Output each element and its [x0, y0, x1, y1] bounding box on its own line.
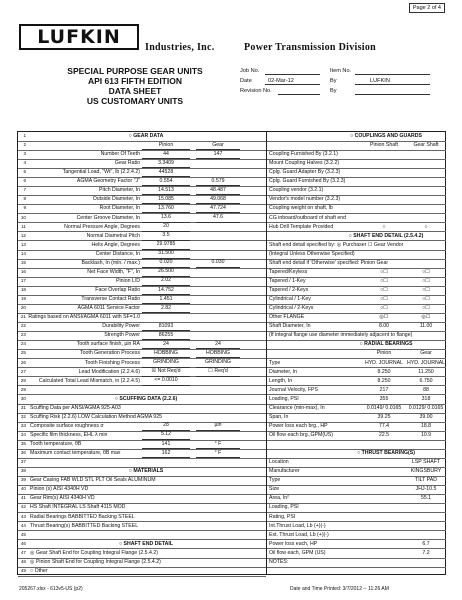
title-line-1: SPECIAL PURPOSE GEAR UNITS	[67, 66, 203, 76]
row-number: 29	[20, 386, 26, 392]
pinion-value[interactable]: 8.250	[377, 368, 391, 375]
row-label: Journal Velocity, FPS	[269, 386, 318, 393]
logo-text: LUFKIN	[37, 26, 121, 48]
row-number: 10	[20, 214, 26, 220]
pinion-value[interactable]: 28	[142, 422, 190, 431]
revision-by-field[interactable]	[355, 94, 430, 95]
row-label: NOTES:	[269, 558, 289, 565]
gear-value[interactable]: 147	[196, 151, 240, 160]
pinion-value[interactable]: 77.4	[378, 422, 390, 429]
left-row	[18, 567, 266, 577]
gear-value[interactable]: 18.8	[420, 422, 432, 429]
row-number: 4	[23, 160, 26, 166]
pinion-value[interactable]: ☒ Not Req'd	[142, 368, 190, 377]
section-heading: ○ SHAFT END DETAIL (2.5.4.2)	[348, 232, 424, 239]
row-label: Tooth Generation Process	[80, 350, 140, 357]
gear-value[interactable]: µin	[196, 422, 240, 431]
gear-value[interactable]: ° F	[196, 441, 240, 450]
date-value[interactable]: 02-Mar-12	[268, 78, 294, 84]
row-label: Durability Power	[102, 323, 140, 330]
row-label: Shaft end detail if 'Otherwise' specified: Pinion Gear	[269, 259, 389, 266]
pinion-value[interactable]: ○☐	[380, 296, 388, 303]
row-number: 35	[20, 441, 26, 447]
row-number: 40	[20, 486, 26, 492]
pinion-value[interactable]: HOBBING	[142, 350, 190, 359]
row-label: Oil flow each brg.,GPM(US)	[269, 431, 333, 438]
pinion-value[interactable]: 86255	[142, 332, 190, 341]
row-number: 43	[20, 513, 26, 519]
gear-value[interactable]: GRINDING	[196, 359, 240, 368]
row-label: Pinion L/D	[116, 277, 140, 284]
pinion-value[interactable]: 44528	[142, 169, 190, 178]
pinion-value[interactable]: 0.554	[142, 178, 190, 187]
row-label: Type	[269, 477, 281, 484]
gear-value[interactable]: 0.030	[196, 259, 240, 268]
row-label: Cylindrical / 1-Key	[269, 296, 311, 303]
row-label: Coupling vendor (3.2.1)	[269, 187, 324, 194]
gear-value[interactable]: Gear	[420, 350, 432, 357]
row-label: Loading, PSI	[269, 504, 299, 511]
row-number: 44	[20, 522, 26, 528]
row-label: Rating, PSI	[269, 513, 296, 520]
gear-value[interactable]: Gear	[196, 142, 240, 151]
row-number: 13	[20, 241, 26, 247]
revision-no-field[interactable]	[278, 94, 320, 95]
row-number: 3	[23, 151, 26, 157]
row-label: Normal Diametral Pitch	[86, 232, 140, 239]
by-value[interactable]: LUFKIN	[370, 78, 390, 84]
job-no-field[interactable]	[265, 74, 320, 75]
row-number: 42	[20, 504, 26, 510]
title-line-3: DATA SHEET	[108, 86, 162, 96]
row-label: Backlash, In (min. / max.)	[81, 259, 140, 266]
row-label: Gear Rim(s) AISI 4340H VD	[30, 495, 95, 502]
row-number: 26	[20, 359, 26, 365]
row-number: 17	[20, 277, 26, 283]
row-label: Clearance (min-max), In	[269, 404, 325, 411]
row-label: Length, In	[269, 377, 293, 384]
gear-value[interactable]: 48.487	[196, 187, 240, 196]
row-label: ◎ Pinion Shaft End for Coupling Integral Flange (2.5.4.2)	[30, 558, 161, 565]
gear-value[interactable]: 11.250	[418, 368, 434, 375]
row-label: HS Shaft INTEGRAL LS Shaft 4115 MOD	[30, 504, 126, 511]
gear-value[interactable]: KINGSBURY	[410, 468, 442, 475]
pinion-value[interactable]: 22.5	[378, 431, 390, 438]
item-no-field[interactable]	[355, 74, 430, 75]
row-number: 19	[20, 296, 26, 302]
company-name: Industries, Inc.	[145, 42, 215, 53]
gear-value[interactable]: 24	[196, 341, 240, 350]
pinion-value[interactable]: 217	[379, 386, 389, 393]
section-heading: ○ COUPLINGS AND GUARDS	[350, 133, 422, 139]
gear-value[interactable]: JHJ-10.5	[415, 486, 437, 493]
row-label: Gear Casing FAB WLD STL PLT Oil Seals ALUMINUM	[30, 477, 156, 484]
row-label: Number Of Teeth	[100, 151, 140, 158]
gear-value[interactable]: 318	[421, 395, 431, 402]
row-number: 5	[23, 169, 26, 175]
row-label: Mount Coupling Halves (3.2.2)	[269, 160, 340, 167]
gear-value[interactable]: 7.2	[422, 549, 430, 556]
gear-value[interactable]: 47.6	[196, 214, 240, 223]
gear-value[interactable]: ○☐	[422, 268, 430, 275]
gear-value[interactable]: ○☐	[422, 296, 430, 303]
gear-value[interactable]: ○	[424, 223, 428, 230]
row-number: 39	[20, 477, 26, 483]
pinion-value[interactable]: 26.500	[142, 268, 190, 277]
row-label: Int.Thrust Load, Lb (+)(-)	[269, 522, 326, 529]
row-label: ○ Other	[30, 567, 48, 574]
row-number: 11	[21, 223, 26, 229]
right-row	[267, 558, 446, 568]
row-number: 8	[23, 196, 26, 202]
gear-value[interactable]: ◎☐	[421, 314, 431, 321]
gear-value[interactable]: 11.00	[419, 323, 433, 330]
row-label: Size	[269, 486, 280, 493]
sheet-title	[60, 66, 210, 106]
pinion-value[interactable]: 14.513	[142, 187, 190, 196]
row-number: 41	[20, 495, 26, 501]
row-label: Hub Drill Template Provided	[269, 223, 334, 230]
row-label: (If integral flange use diameter immediately adjacent to flange)	[269, 332, 413, 339]
pinion-value[interactable]: 29.9785	[142, 241, 190, 250]
row-number: 37	[20, 459, 26, 465]
row-label: Pitch Diameter, In	[99, 187, 140, 194]
gear-value[interactable]: TILT PAD	[415, 477, 437, 484]
gear-value[interactable]: 88	[423, 386, 429, 393]
row-label: Normal Pressure Angle, Degrees	[64, 223, 140, 230]
row-number: 34	[20, 431, 26, 437]
pinion-value[interactable]: 162	[142, 450, 190, 459]
row-number: 36	[20, 450, 26, 456]
gear-value[interactable]: ○☐	[422, 305, 430, 312]
row-label: Location	[269, 459, 289, 466]
lufkin-logo	[19, 24, 139, 50]
row-label: Tooth surface finish, µin RA	[76, 341, 140, 348]
row-label: Specific film thickness, EHL λ min	[30, 431, 108, 438]
row-number: 6	[23, 178, 26, 184]
row-number: 2	[23, 142, 26, 148]
gear-value[interactable]: ○☐	[422, 287, 430, 294]
by-label: By	[330, 78, 337, 84]
row-label: Tapered / 1-Key	[269, 277, 306, 284]
pinion-value[interactable]: Pinion	[142, 142, 190, 151]
row-number: 18	[20, 287, 26, 293]
pinion-value[interactable]: 24	[142, 341, 190, 350]
gear-value[interactable]: HOBBING	[196, 350, 240, 359]
row-label: Lead Modification (2.2.4.6)	[78, 368, 140, 375]
pinion-value[interactable]: 14.752	[142, 287, 190, 296]
row-label: Power loss each, HP	[269, 540, 318, 547]
date-line	[265, 84, 320, 85]
gear-value[interactable]: ○☐	[422, 277, 430, 284]
data-sheet-table	[17, 131, 446, 575]
gear-value[interactable]: ☐ Req'd	[196, 368, 240, 377]
gear-value[interactable]: HYD. JOURNAL	[407, 359, 446, 366]
row-label: Thrust Bearing(s) BABBITTED Backing STEEL	[30, 522, 139, 529]
row-label: AGMA 6011 Service Factor	[77, 305, 140, 312]
pinion-value[interactable]: 0.0149/ 0.0165	[366, 404, 402, 411]
row-label: Cplg. Guard Furnished By (3.2.3)	[269, 178, 346, 185]
pinion-value[interactable]: 2.82	[142, 305, 190, 314]
gear-value[interactable]: 10.9	[420, 431, 432, 438]
page-number: Page 2 of 4	[409, 3, 445, 13]
pinion-value[interactable]: ○☐	[380, 305, 388, 312]
pinion-value[interactable]: 20	[142, 223, 190, 232]
pinion-value[interactable]: 8.250	[377, 377, 391, 384]
revision-no-label: Revision No.	[240, 88, 272, 94]
row-number: 28	[20, 377, 26, 383]
revision-by-label: By	[330, 88, 337, 94]
row-label: Span, In	[269, 413, 289, 420]
row-label: Scuffing Risk (2.2.6) LOW Calculation Method AGMA 925	[30, 413, 162, 420]
row-number: 45	[20, 531, 26, 537]
row-label: Cylindrical / 2-Keys	[269, 305, 314, 312]
row-number: 48	[20, 558, 26, 564]
gear-value[interactable]: LSP SHAFT	[411, 459, 441, 466]
pinion-value[interactable]: 13.6	[142, 214, 190, 223]
pinion-value[interactable]: 39.25	[377, 413, 391, 420]
pinion-value[interactable]: <= 0.0010	[142, 377, 190, 386]
pinion-value[interactable]: 31.500	[142, 250, 190, 259]
row-number: 9	[23, 205, 26, 211]
pinion-value[interactable]: 355	[379, 395, 389, 402]
row-number: 22	[20, 323, 26, 329]
row-label: Net Face Width, "F", In	[87, 268, 140, 275]
row-label: Helix Angle, Degrees	[91, 241, 140, 248]
row-label: Ratings based on ANSI/AGMA 6011 with SF=1.0	[28, 314, 140, 321]
row-label: Other FLANGE	[269, 314, 305, 321]
row-number: 25	[20, 350, 26, 356]
section-heading: ○ RADIAL BEARINGS	[359, 341, 413, 348]
row-label: Strength Power	[104, 332, 140, 339]
job-no-label: Job No.	[240, 68, 260, 74]
pinion-value[interactable]: 13.760	[142, 205, 190, 214]
row-number: 23	[20, 332, 26, 338]
row-number: 47	[20, 549, 26, 555]
section-heading: ○ MATERIALS	[128, 468, 164, 475]
row-number: 12	[20, 232, 26, 238]
row-label: Tooth Finishing Process	[84, 359, 140, 366]
footer-file: 205267.xlsx - 613v5-US (p2)	[19, 586, 83, 592]
row-label: Oil flow each, GPM (US)	[269, 549, 326, 556]
section-heading: ○ THRUST BEARING(S)	[357, 450, 415, 457]
row-number: 1	[23, 133, 26, 138]
row-label: Root Diameter, In	[99, 205, 140, 212]
section-heading: ○ SCUFFING DATA (2.2.6)	[114, 395, 178, 402]
division-name: Power Transmission Division	[244, 42, 377, 53]
pinion-value[interactable]: ○☐	[380, 268, 388, 275]
gear-value[interactable]: Gear Shaft	[413, 142, 439, 149]
row-number: 30	[20, 395, 26, 401]
item-no-label: Item No.	[330, 68, 352, 74]
row-number: 31	[20, 404, 26, 410]
row-label: Composite surface roughness σ	[30, 422, 104, 429]
row-label: Pinion (s) AISI 4340H VD	[30, 486, 89, 493]
pinion-value[interactable]: GRINDING	[142, 359, 190, 368]
row-label: Coupling Furnished By (3.2.1)	[269, 151, 338, 158]
row-label: Power loss each brg., HP	[269, 422, 328, 429]
row-number: 46	[20, 540, 26, 546]
row-number: 33	[20, 422, 26, 428]
title-line-2: API 613 FIFTH EDITION	[88, 76, 182, 86]
row-label: Shaft Diameter, In	[269, 323, 311, 330]
gear-value[interactable]: 49.068	[196, 196, 240, 205]
row-label: Outside Diameter, In	[92, 196, 140, 203]
row-label: Scuffing Data per ANSI/AGMA 925-A03	[30, 404, 121, 411]
row-label: ◎ Gear Shaft End for Coupling Integral Flange (2.5.4.2)	[30, 549, 158, 556]
pinion-value[interactable]: HYD. JOURNAL	[364, 359, 404, 366]
row-number: 38	[20, 468, 26, 474]
footer-printed: Date and Time Printed: 3/7/2012 -- 11:26 AM	[290, 586, 389, 592]
gear-value[interactable]: 55.1	[420, 495, 432, 502]
row-number: 27	[20, 368, 26, 374]
row-number: 20	[20, 305, 26, 311]
row-label: Calculated Total Lead Mismatch, in (2.2.4.5)	[38, 377, 140, 384]
pinion-value[interactable]: 3.5	[142, 232, 190, 241]
row-label: Tapered / 2-Keys	[269, 287, 309, 294]
section-heading: ○ SHAFT END DETAIL	[118, 540, 174, 547]
gear-value[interactable]: 47.724	[196, 205, 240, 214]
section-heading: ○ GEAR DATA	[128, 133, 164, 139]
row-label: Cplg. Guard Adapter By (3.2.3)	[269, 169, 341, 176]
row-number: 49	[20, 567, 26, 573]
pinion-value[interactable]: 3.3409	[142, 160, 190, 169]
row-number: 15	[20, 259, 26, 265]
row-label: AGMA Geometry Factor "J"	[76, 178, 140, 185]
pinion-value[interactable]: 15.085	[142, 196, 190, 205]
title-line-4: US CUSTOMARY UNITS	[86, 96, 184, 106]
pinion-value[interactable]: ○	[382, 223, 386, 230]
row-label: Coupling weight on shaft, lb	[269, 205, 333, 212]
row-label: Tapered/Keyless	[269, 268, 308, 275]
row-label: Center Distance, In	[95, 250, 140, 257]
row-label: Tooth temperature, θB	[30, 441, 82, 448]
pinion-value[interactable]: Pinion	[376, 350, 392, 357]
row-label: Manufacturer	[269, 468, 300, 475]
row-number: 24	[20, 341, 26, 347]
row-label: Gear Ratio	[114, 160, 140, 167]
gear-value[interactable]: ° F	[196, 450, 240, 459]
row-label: Type	[269, 359, 281, 366]
pinion-value[interactable]: ○☐	[380, 277, 388, 284]
row-label: Loading, PSI	[269, 395, 299, 402]
gear-value[interactable]: 0.0129/ 0.0165	[408, 404, 444, 411]
row-label: Transverse Contact Ratio	[81, 296, 140, 303]
row-label: Face Overlap Ratio	[95, 287, 140, 294]
by-line	[355, 84, 430, 85]
pinion-value[interactable]: 8.00	[378, 323, 390, 330]
pinion-value[interactable]: 141	[142, 441, 190, 450]
row-label: Shaft end detail specified by: ◎ Purchaser ☐ Gear Vendor	[269, 241, 404, 248]
pinion-value[interactable]: 1.451	[142, 296, 190, 305]
date-label: Date	[240, 78, 252, 84]
row-number: 21	[20, 314, 26, 320]
gear-value[interactable]: 0.579	[196, 178, 240, 187]
row-number: 32	[20, 413, 26, 419]
pinion-value[interactable]: Pinion Shaft	[370, 142, 398, 149]
row-label: CG inboard/outboard of shaft end	[269, 214, 346, 221]
pinion-value[interactable]: 44	[142, 151, 190, 160]
row-label: Area, In²	[269, 495, 289, 502]
pinion-value[interactable]: 0.020	[142, 259, 190, 268]
pinion-value[interactable]: 5.12	[142, 431, 190, 440]
row-number: 14	[20, 250, 26, 256]
row-number: 7	[23, 187, 26, 193]
pinion-value[interactable]: 2.02	[142, 277, 190, 286]
row-label: Center Groove Diameter, In	[76, 214, 140, 221]
row-label: Ext. Thrust Load, Lb (+)(-)	[269, 531, 329, 538]
pinion-value[interactable]: ◎☐	[379, 314, 389, 321]
pinion-value[interactable]: 81093	[142, 323, 190, 332]
gear-value[interactable]: 6.750	[419, 377, 433, 384]
row-label: Radial Bearings BABBITTED Backing STEEL	[30, 513, 135, 520]
gear-value[interactable]: 6.7	[422, 540, 430, 547]
row-number: 16	[20, 268, 26, 274]
row-label: (Integral Unless Otherwise Specified)	[269, 250, 355, 257]
row-label: Tangential Load, "Wt", lb (2.2.4.2)	[62, 169, 140, 176]
row-label: Vendor's model number (3.2.3)	[269, 196, 341, 203]
row-label: Diameter, In	[269, 368, 297, 375]
pinion-value[interactable]: ○☐	[380, 287, 388, 294]
row-label: Maximum contact temperature, θB max	[30, 450, 121, 457]
gear-value[interactable]: 39.00	[419, 413, 433, 420]
